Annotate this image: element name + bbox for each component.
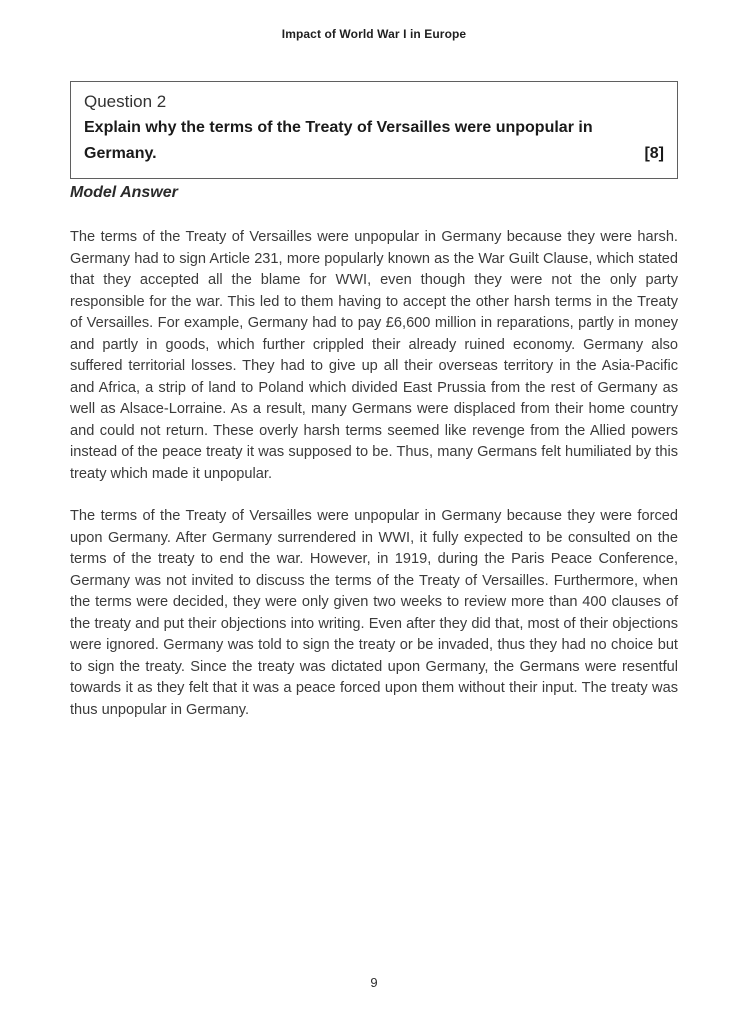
question-text: Explain why the terms of the Treaty of Versailles were unpopular in Germany.: [84, 119, 593, 162]
model-answer-body: [70, 227, 678, 742]
model-answer-paragraph-2: The terms of the Treaty of Versailles were unpopular in Germany because they were forced upon Germany. After Germany surrendered in WWI, it fully expected to be consulted on the terms of the treaty to end the war. However, in 1919, during the Paris Peace Conference, Germany was not invited to discuss the terms of the Treaty of Versailles. Furthermore, when the terms were decided, they were only given two weeks to review more than 400 clauses of the treaty and put their objections into writing. Even after they did that, most of their objections were ignored. Germany was told to sign the treaty or be invaded, thus they had no choice but to sign the treaty. Since the treaty was dictated upon Germany, the Germans were resentful towards it as they felt that it was a peace forced upon them without their input. The treaty was thus unpopular in Germany.: [70, 508, 678, 718]
question-number: Question 2: [84, 92, 167, 111]
model-answer-heading: Model Answer: [70, 184, 178, 201]
question-marks: [8]: [644, 145, 664, 162]
question-box: [70, 81, 678, 179]
model-answer-paragraph-1: The terms of the Treaty of Versailles were unpopular in Germany because they were harsh. Germany had to sign Article 231, more popularly known as the War Guilt Clause, which stated that they accepted all the blame for WWI, even though they were not the only party responsible for the war. This led to them having to accept the other harsh terms in the Treaty of Versailles. For example, Germany had to pay £6,600 million in reparations, partly in money and partly in goods, which further crippled their already ruined economy. Germany also suffered territorial losses. They had to give up all their overseas territory in the Asia-Pacific and Africa, a strip of land to Poland which divided East Prussia from the rest of Germany as well as Alsace-Lorraine. As a result, many Germans were displaced from their home country and could not return. These overly harsh terms seemed like revenge from the Allied powers instead of the peace treaty it was supposed to be. Thus, many Germans felt humiliated by this treaty which made it unpopular.: [70, 229, 678, 482]
page-number: 9: [370, 975, 378, 990]
page-header: Impact of World War I in Europe: [281, 27, 467, 41]
question-text-wrap: [84, 115, 664, 167]
